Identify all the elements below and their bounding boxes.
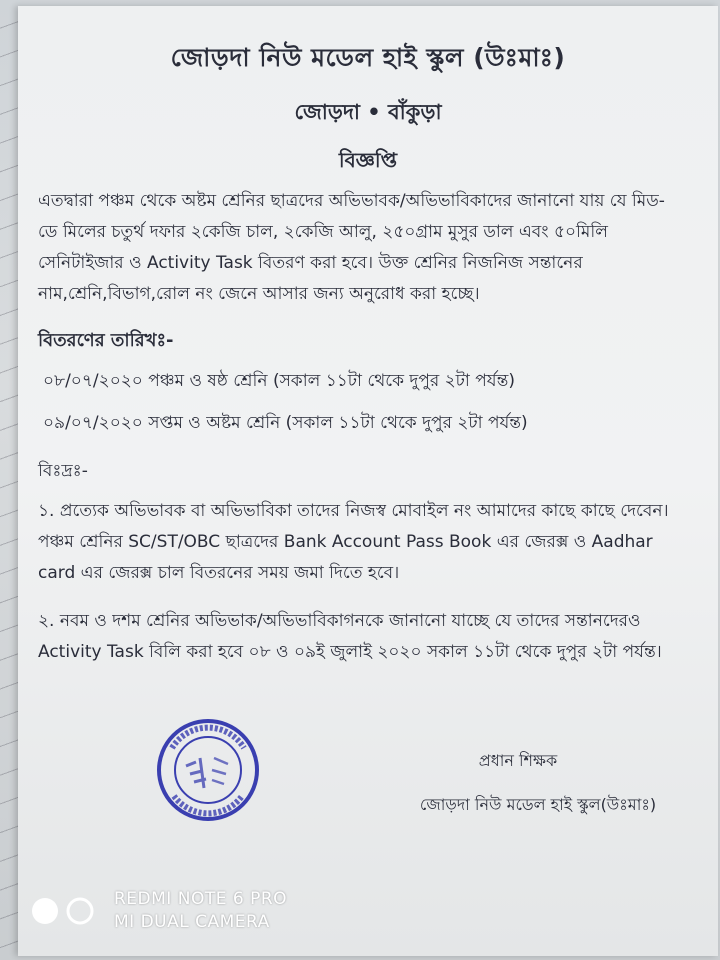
distribution-date-2: ০৯/০৭/২০২০ সপ্তম ও অষ্টম শ্রেনি (সকাল ১১টা থেকে দুপুর ২টা পর্যন্ত) (43, 413, 528, 433)
note-item-2: ২. নবম ও দশম শ্রেনির অভিভাক/অভিভাবিকাগনকে জানানো যাচ্ছে যে তাদের সন্তানদেরও Activity Task বিলি করা হবে ০৮ ও ০৯ই জুলাই ২০২০ সকাল ১১টা থেকে দুপুর ২টা পর্যন্ত। (38, 611, 662, 662)
school-location: জোড়দা • বাঁকুড়া (294, 100, 442, 124)
signature-school-name: জোড়দা নিউ মডেল হাই স্কুল(উঃমাঃ) (419, 795, 657, 814)
distribution-date-1: ০৮/০৭/২০২০ পঞ্চম ও ষষ্ঠ শ্রেনি (সকাল ১১টা থেকে দুপুর ২টা পর্যন্ত) (43, 371, 515, 391)
camera-watermark-text (114, 888, 287, 934)
camera-model-line: REDMI NOTE 6 PRO (114, 889, 288, 909)
notice-paper (18, 6, 718, 956)
note-heading: বিঃদ্রঃ- (38, 461, 88, 481)
notice-paragraph-main: এতদ্বারা পঞ্চম থেকে অষ্টম শ্রেনির ছাত্রদের অভিভাবক/অভিভাবিকাদের জানানো যায় যে মিড-ডে মিলের চতুর্থ দফার ২কেজি চাল, ২কেজি আলু, ২৫০গ্রাম মুসুর ডাল এবং ৫০মিলি সেনিটাইজার ও Activity Task বিতরণ করা হবে। উক্ত শ্রেনির নিজনিজ সন্তানের নাম,শ্রেনি,বিভাগ,রোল নং জেনে আসার জন্য অনুরোধ করা হচ্ছে। (38, 191, 665, 304)
notice-heading: বিজ্ঞপ্তি (338, 148, 398, 172)
note-item-1: ১. প্রত্যেক অভিভাবক বা অভিভাবিকা তাদের নিজস্ব মোবাইল নং আমাদের কাছে কাছে দেবেন। পঞ্চম শ্রেনির SC/ST/OBC ছাত্রদের Bank Account Pass Book এর জেরক্স ও Aadhar card এর জেরক্স চাল বিতরনের সময় জমা দিতে হবে। (38, 501, 669, 583)
distribution-date-heading: বিতরণের তারিখঃ- (38, 330, 174, 351)
school-stamp-seal (156, 718, 260, 822)
signature-title: প্রধান শিক্ষক (478, 751, 558, 770)
camera-type-line: MI DUAL CAMERA (114, 912, 270, 932)
dual-camera-circles-icon (30, 896, 100, 926)
school-title: জোড়দা নিউ মডেল হাই স্কুল (উঃমাঃ) (170, 43, 566, 72)
camera-watermark (30, 886, 330, 936)
